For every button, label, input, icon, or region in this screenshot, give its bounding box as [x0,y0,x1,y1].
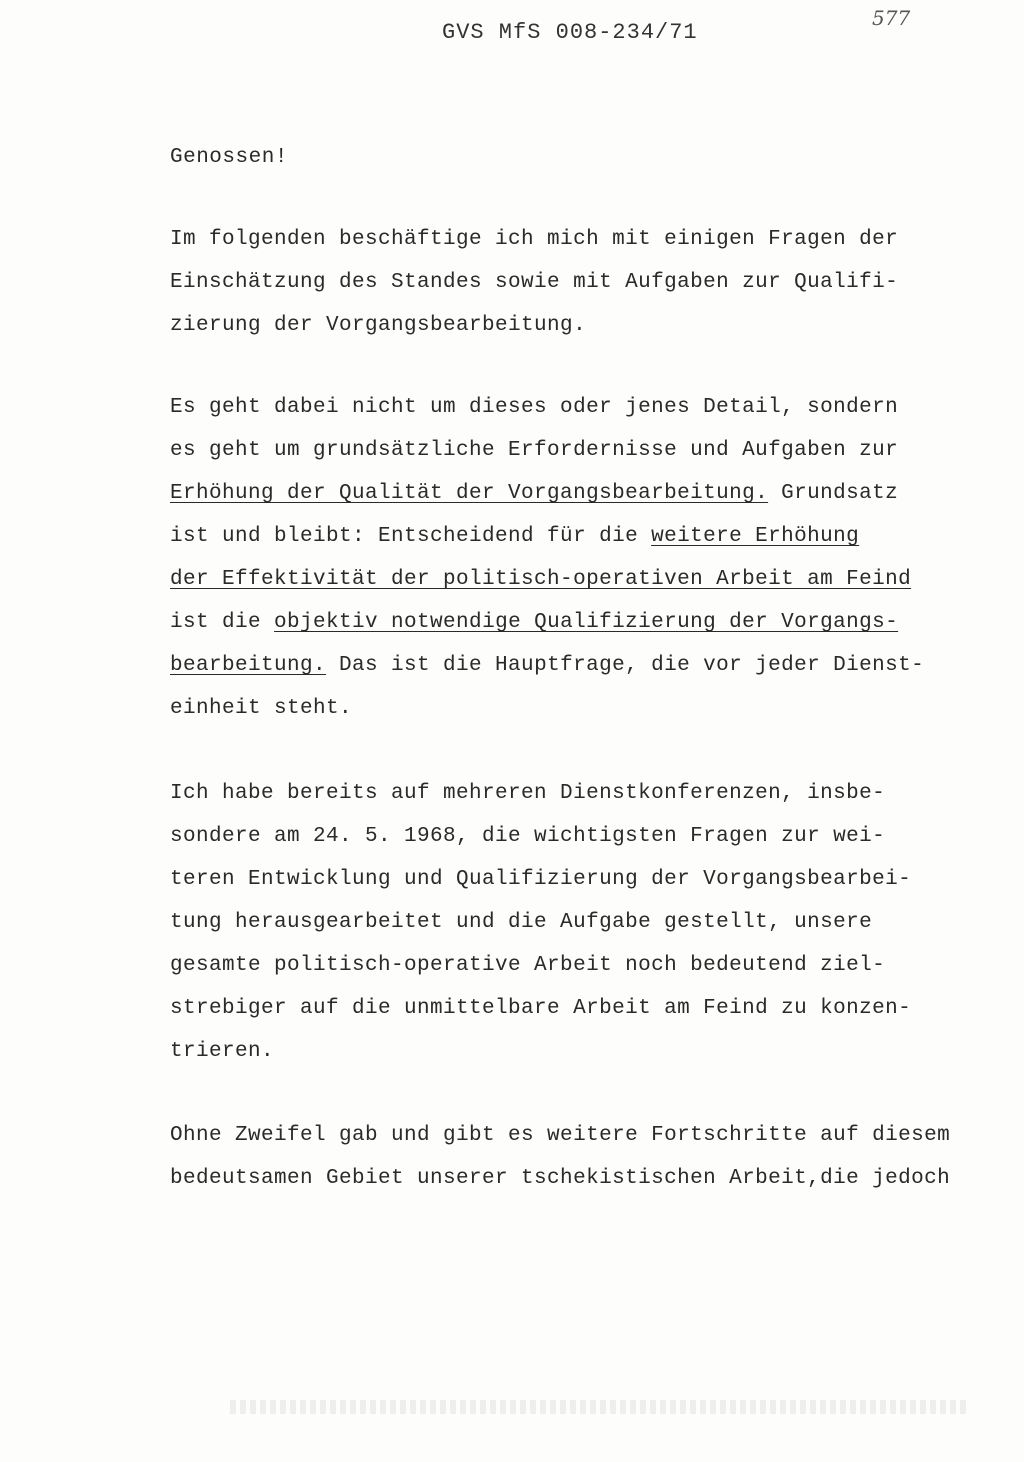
salutation: Genossen! [170,146,288,169]
text-segment: Das ist die Hauptfrage, die vor jeder Dienst- [326,654,925,677]
text-segment: ist die [170,611,275,634]
paragraph-progress [170,1114,990,1200]
text-line: bedeutsamen Gebiet unserer tschekistischen Arbeit,die jedoch [170,1167,951,1190]
text-line [170,472,990,515]
paragraph-intro [170,218,990,347]
faint-bleed-through-text [230,1400,970,1414]
text-line: Ich habe bereits auf mehreren Dienstkonferenzen, insbe- [170,782,886,805]
text-line [170,644,990,687]
paragraph-conferences [170,772,990,1073]
underlined-text: Erhöhung der Qualität der Vorgangsbearbeitung. [170,482,769,505]
text-segment: Grundsatz [768,482,899,505]
text-line: einheit steht. [170,697,353,720]
underlined-text: der Effektivität der politisch-operativen Arbeit am Feind [170,568,912,591]
text-line: teren Entwicklung und Qualifizierung der Vorgangsbearbei- [170,868,912,891]
text-line: strebiger auf die unmittelbare Arbeit am Feind zu konzen- [170,997,912,1020]
underlined-text: objektiv notwendige Qualifizierung der Vorgangs- [274,611,899,634]
text-line: Es geht dabei nicht um dieses oder jenes Detail, sondern [170,396,899,419]
text-segment: ist und bleibt: Entscheidend für die [170,525,652,548]
text-line: es geht um grundsätzliche Erfordernisse und Aufgaben zur [170,439,899,462]
text-line: gesamte politisch-operative Arbeit noch bedeutend ziel- [170,954,886,977]
text-line [170,558,990,601]
underlined-text: bearbeitung. [170,654,327,677]
paragraph-principle [170,386,990,730]
text-line: zierung der Vorgangsbearbeitung. [170,314,587,337]
text-line [170,601,990,644]
handwritten-page-number: 577 [872,6,911,30]
text-line: tung herausgearbeitet und die Aufgabe gestellt, unsere [170,911,873,934]
text-line: trieren. [170,1040,275,1063]
text-line: Im folgenden beschäftige ich mich mit einigen Fragen der [170,228,899,251]
document-reference: GVS MfS 008-234/71 [442,20,698,45]
text-line: Einschätzung des Standes sowie mit Aufgaben zur Qualifi- [170,271,899,294]
text-line: Ohne Zweifel gab und gibt es weitere Fortschritte auf diesem [170,1124,951,1147]
underlined-text: weitere Erhöhung [651,525,860,548]
text-line: sondere am 24. 5. 1968, die wichtigsten Fragen zur wei- [170,825,886,848]
text-line [170,515,990,558]
